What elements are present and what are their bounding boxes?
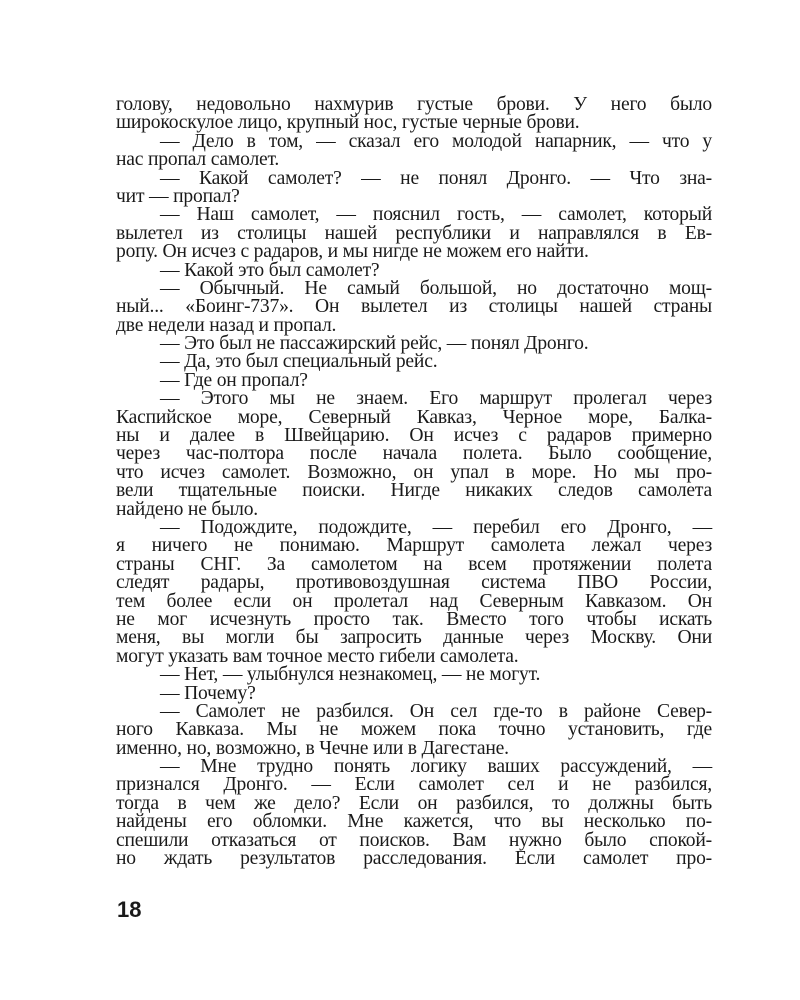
text-line: чит — пропал? — [116, 185, 240, 207]
text-line: — Да, это был специальный рейс. — [160, 351, 438, 373]
text-line: — Нет, — улыбнулся незнакомец, — не могут. — [160, 664, 541, 686]
text-line: меня, вы могли бы запросить данные через Москву. Они — [116, 627, 712, 649]
text-line: — Где он пропал? — [160, 369, 308, 391]
text-line: голову, недовольно нахмурив густые брови. У него было — [116, 94, 712, 115]
text-line: тогда в чем же дело? Если он разбился, то должны быть — [116, 792, 712, 814]
text-line: вели тщательные поиски. Нигде никаких следов самолета — [116, 480, 712, 502]
text-line: две недели назад и пропал. — [116, 314, 337, 336]
text-line: именно, но, возможно, в Чечне или в Дагестане. — [116, 737, 509, 759]
page-number: 18 — [117, 897, 142, 922]
text-line: могут указать вам точное место гибели самолета. — [116, 645, 519, 667]
text-line: ный... «Боинг-737». Он вылетел из столицы нашей страны — [116, 296, 712, 318]
text-line: вылетел из столицы нашей республики и направлялся в Ев- — [116, 222, 712, 244]
text-line: найдены его обломки. Мне кажется, что вы несколько по- — [116, 811, 712, 833]
text-line: тем более если он пролетал над Северным Кавказом. Он — [116, 590, 712, 612]
text-line: — Какой это был самолет? — [160, 259, 380, 281]
text-line: — Какой самолет? — не понял Дронго. — Что зна- — [160, 167, 712, 189]
text-line: следят радары, противовоздушная система ПВО России, — [116, 572, 712, 594]
text-line: ного Кавказа. Мы не можем пока точно установить, где — [116, 719, 712, 741]
text-line: я ничего не понимаю. Маршрут самолета лежал через — [116, 535, 712, 557]
body-text — [116, 96, 712, 868]
text-line: не мог исчезнуть просто так. Вместо того чтобы искать — [116, 608, 712, 630]
text-line: Каспийское море, Северный Кавказ, Черное море, Балка- — [116, 406, 712, 428]
text-line: спешили отказаться от поисков. Вам нужно было спокой- — [116, 829, 712, 851]
text-line: ропу. Он исчез с радаров, и мы нигде не можем его найти. — [116, 241, 589, 263]
text-line: что исчез самолет. Возможно, он упал в море. Но мы про- — [116, 461, 712, 483]
text-line: — Подождите, подождите, — перебил его Дронго, — — [160, 516, 712, 538]
text-line: — Этого мы не знаем. Его маршрут пролегал через — [160, 388, 712, 410]
text-line: но ждать результатов расследования. Если самолет про- — [116, 848, 712, 870]
text-line: найдено не было. — [116, 498, 259, 520]
text-line: широкоскулое лицо, крупный нос, густые черные брови. — [116, 112, 580, 134]
text-line: — Почему? — [160, 682, 256, 704]
text-line: — Это был не пассажирский рейс, — понял Дронго. — [160, 333, 589, 355]
text-line: ны и далее в Швейцарию. Он исчез с радаров примерно — [116, 425, 712, 447]
text-line: признался Дронго. — Если самолет сел и не разбился, — [116, 774, 712, 796]
text-line: — Дело в том, — сказал его молодой напарник, — что у — [160, 130, 712, 152]
text-line: — Мне трудно понять логику ваших рассуждений, — — [160, 756, 712, 778]
text-line: через час-полтора после начала полета. Было сообщение, — [116, 443, 712, 465]
text-line: — Самолет не разбился. Он сел где-то в районе Север- — [160, 700, 712, 722]
text-line: страны СНГ. За самолетом на всем протяжении полета — [116, 553, 712, 575]
text-line: — Наш самолет, — пояснил гость, — самолет, который — [160, 204, 712, 226]
text-line: нас пропал самолет. — [116, 149, 280, 171]
text-line: — Обычный. Не самый большой, но достаточно мощ- — [160, 277, 712, 299]
